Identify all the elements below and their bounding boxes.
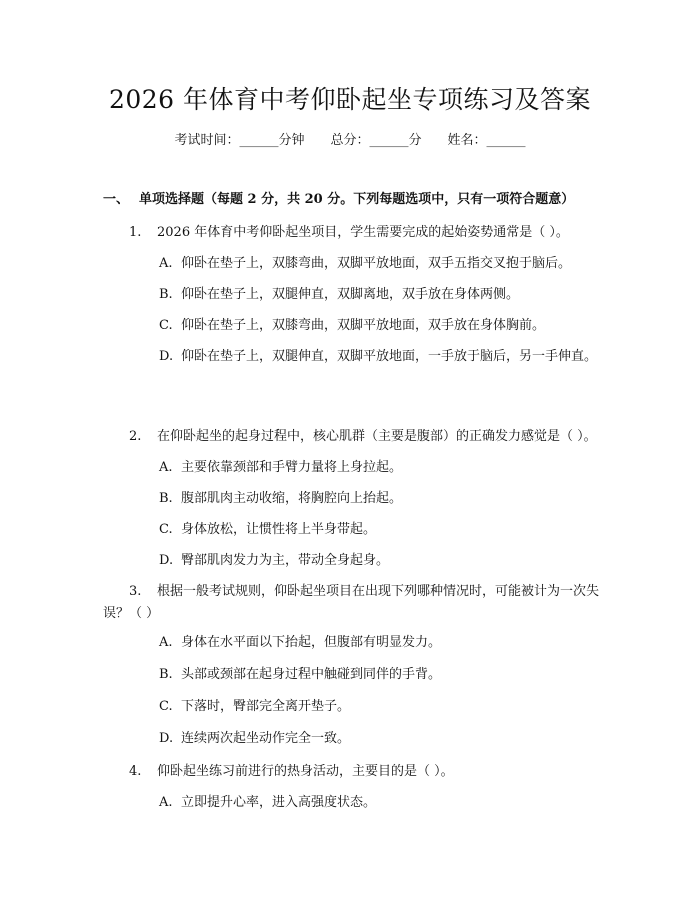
answer-option: [103, 284, 600, 306]
answer-option: [103, 346, 600, 368]
total-score-field: 总分：______分: [330, 133, 422, 148]
option-text: 腹部肌肉主动收缩，将胸腔向上抬起。: [181, 491, 403, 506]
option-letter: C.: [159, 522, 173, 537]
question-text: 在仰卧起坐的起身过程中，核心肌群（主要是腹部）的正确发力感觉是（ ）。: [157, 429, 597, 444]
section-heading: [103, 190, 574, 210]
option-letter: A.: [159, 635, 173, 650]
option-text: 仰卧在垫子上，双膝弯曲，双脚平放地面，双手放在身体胸前。: [181, 318, 546, 333]
option-letter: C.: [159, 699, 173, 714]
option-letter: C.: [159, 318, 173, 333]
answer-option: [103, 696, 600, 718]
option-letter: B.: [159, 287, 173, 302]
option-text: 立即提升心率，进入高强度状态。: [181, 795, 377, 810]
option-text: 身体放松，让惯性将上半身带起。: [181, 522, 377, 537]
question-text: 2026 年体育中考仰卧起坐项目，学生需要完成的起始姿势通常是（ ）。: [157, 225, 569, 240]
answer-option: [103, 519, 600, 541]
section-title: 单项选择题（每题 2 分，共 20 分。下列每题选项中，只有一项符合题意）: [139, 192, 575, 207]
option-letter: D.: [159, 553, 174, 568]
option-text: 身体在水平面以下抬起，但腹部有明显发力。: [181, 635, 442, 650]
question-stem: [103, 222, 600, 244]
page-title: 2026 年体育中考仰卧起坐专项练习及答案: [108, 85, 592, 114]
option-text: 下落时，臀部完全离开垫子。: [181, 699, 351, 714]
exam-time-field: 考试时间：______分钟: [174, 133, 305, 148]
option-text: 头部或颈部在起身过程中触碰到同伴的手背。: [181, 667, 442, 682]
question-text: 仰卧起坐练习前进行的热身活动，主要目的是（ ）。: [157, 764, 454, 779]
question-stem: [103, 426, 600, 448]
section-number: 一、: [103, 192, 130, 207]
question-text: 根据一般考试规则，仰卧起坐项目在出现下列哪种情况时，可能被计为一次失误？（ ）: [103, 584, 600, 621]
option-letter: A.: [159, 795, 173, 810]
option-letter: A.: [159, 256, 173, 271]
option-letter: D.: [159, 349, 174, 364]
answer-option: [103, 253, 600, 275]
student-name-field: 姓名：______: [447, 133, 526, 148]
option-letter: D.: [159, 731, 174, 746]
question-stem: [103, 761, 600, 783]
option-letter: B.: [159, 667, 173, 682]
answer-option: [103, 632, 600, 654]
answer-option: [103, 550, 600, 572]
question-number: 4.: [129, 764, 142, 779]
option-text: 仰卧在垫子上，双腿伸直，双脚平放地面，一手放于脑后，另一手伸直。: [181, 349, 598, 364]
option-text: 主要依靠颈部和手臂力量将上身拉起。: [181, 460, 403, 475]
answer-option: [103, 728, 600, 750]
option-text: 臀部肌肉发力为主，带动全身起身。: [181, 553, 390, 568]
question-number: 2.: [129, 429, 142, 444]
answer-option: [103, 664, 600, 686]
option-text: 仰卧在垫子上，双膝弯曲，双脚平放地面，双手五指交叉抱于脑后。: [181, 256, 572, 271]
question-stem: [103, 581, 600, 625]
exam-meta-line: [0, 131, 700, 151]
answer-option: [103, 315, 600, 337]
answer-option: [103, 488, 600, 510]
question-number: 3.: [129, 584, 142, 599]
option-text: 连续两次起坐动作完全一致。: [181, 731, 351, 746]
option-text: 仰卧在垫子上，双腿伸直，双脚离地，双手放在身体两侧。: [181, 287, 520, 302]
answer-option: [103, 457, 600, 479]
answer-option: [103, 792, 600, 814]
option-letter: A.: [159, 460, 173, 475]
question-number: 1.: [129, 225, 142, 240]
option-letter: B.: [159, 491, 173, 506]
